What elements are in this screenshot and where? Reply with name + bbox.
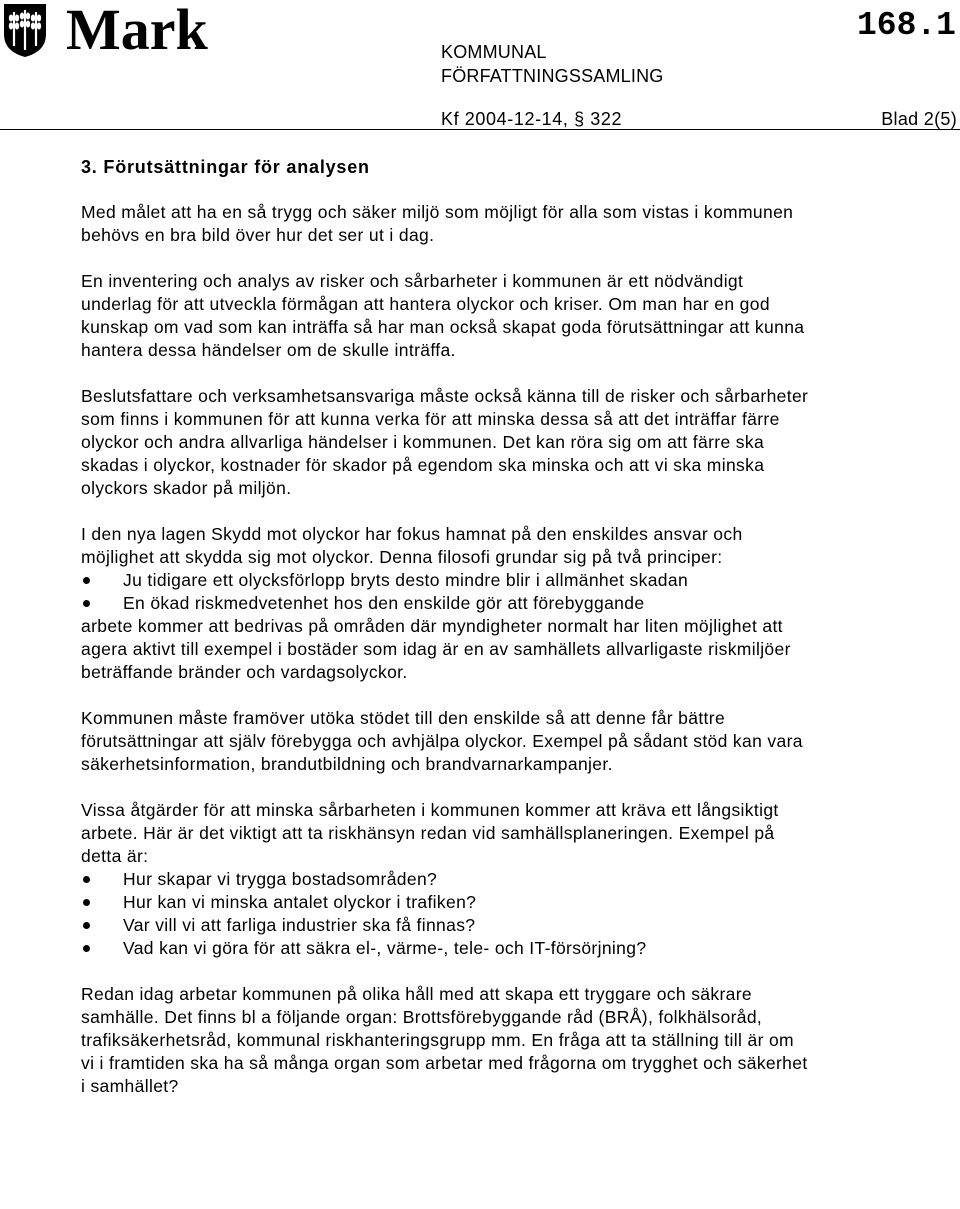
collection-title-line-2: FÖRFATTNINGSSAMLING xyxy=(441,66,664,86)
logo-wordmark: Mark xyxy=(66,0,208,62)
paragraph-new-law: I den nya lagen Skydd mot olyckor har fokus hamnat på den enskildes ansvar och möjlighet att skydda sig mot olyckor. Denna filosofi grundar sig på två principer: xyxy=(81,524,743,567)
municipal-crest-icon xyxy=(2,2,48,58)
paragraph-inventory: En inventering och analys av risker och sårbarheter i kommunen är ett nödvändigt underlag för att utveckla förmågan att hantera olyckor och kriser. Om man har en god kunskap om vad som kan inträffa så har man också skapat goda förutsättningar att kunna hantera dessa händelser om de skulle inträffa. xyxy=(81,271,805,360)
paragraph-long-term: Vissa åtgärder för att minska sårbarheten i kommunen kommer att kräva ett långsiktigt arbete. Här är det viktigt att ta riskhänsyn redan vid samhällsplaneringen. Exempel på detta är: xyxy=(81,800,779,866)
list-item: Ju tidigare ett olycksförlopp bryts desto mindre blir i allmänhet skadan xyxy=(81,569,811,592)
paragraph-current-work: Redan idag arbetar kommunen på olika håll med att skapa ett tryggare och säkrare samhälle. Det finns bl a följande organ: Brottsförebyggande råd (BRÅ), folkhälsoråd, trafiksäkerhetsråd, kommunal riskhanteringsgrupp mm. En fråga att ta ställning till är om vi i framtiden ska ha så många organ som arbetar med frågorna om trygghet och säkerhet i samhället? xyxy=(81,984,808,1096)
list-item: Hur kan vi minska antalet olyckor i trafiken? xyxy=(81,891,811,914)
questions-list xyxy=(81,868,811,960)
municipality-logo xyxy=(2,0,208,62)
decision-reference: Kf 2004-12-14, § 322 xyxy=(441,109,623,129)
list-item: Hur skapar vi trygga bostadsområden? xyxy=(81,868,811,891)
list-item: Vad kan vi göra för att säkra el-, värme-, tele- och IT-försörjning? xyxy=(81,937,811,960)
header-divider xyxy=(0,129,960,130)
collection-title xyxy=(441,40,663,88)
paragraph-support: Kommunen måste framöver utöka stödet till den enskilde så att denne får bättre förutsättningar att själv förebygga och avhjälpa olyckor. Exempel på sådant stöd kan vara säkerhetsinformation, brandutbildning och brandvarnarkampanjer. xyxy=(81,708,803,774)
paragraph-principles-continued: arbete kommer att bedrivas på områden där myndigheter normalt har liten möjlighet att agera aktivt till exempel i bostäder som idag är en av samhällets allvarligaste riskmiljöer beträffande bränder och vardagsolyckor. xyxy=(81,616,791,682)
sheet-number: Blad 2(5) xyxy=(881,109,957,129)
paragraph-decision-makers: Beslutsfattare och verksamhetsansvariga måste också känna till de risker och sårbarheter som finns i kommunen för att kunna verka för att minska dessa så att det inträffar färre olyckor och andra allvarliga händelser i kommunen. Det kan röra sig om att färre ska skadas i olyckor, kostnader för skador på egendom ska minska och att vi ska minska olyckors skador på miljön. xyxy=(81,386,809,498)
section-heading: 3. Förutsättningar för analysen xyxy=(81,157,370,177)
list-item: En ökad riskmedvetenhet hos den enskilde gör att förebyggande xyxy=(81,592,811,615)
document-number: 168.1 xyxy=(856,7,956,44)
principles-list xyxy=(81,569,811,615)
reference-line xyxy=(441,108,957,130)
list-item: Var vill vi att farliga industrier ska få finnas? xyxy=(81,914,811,937)
collection-title-line-1: KOMMUNAL xyxy=(441,42,547,62)
document-body xyxy=(81,154,811,1098)
paragraph-goal: Med målet att ha en så trygg och säker miljö som möjligt för alla som vistas i kommunen behövs en bra bild över hur det ser ut i dag. xyxy=(81,202,794,245)
